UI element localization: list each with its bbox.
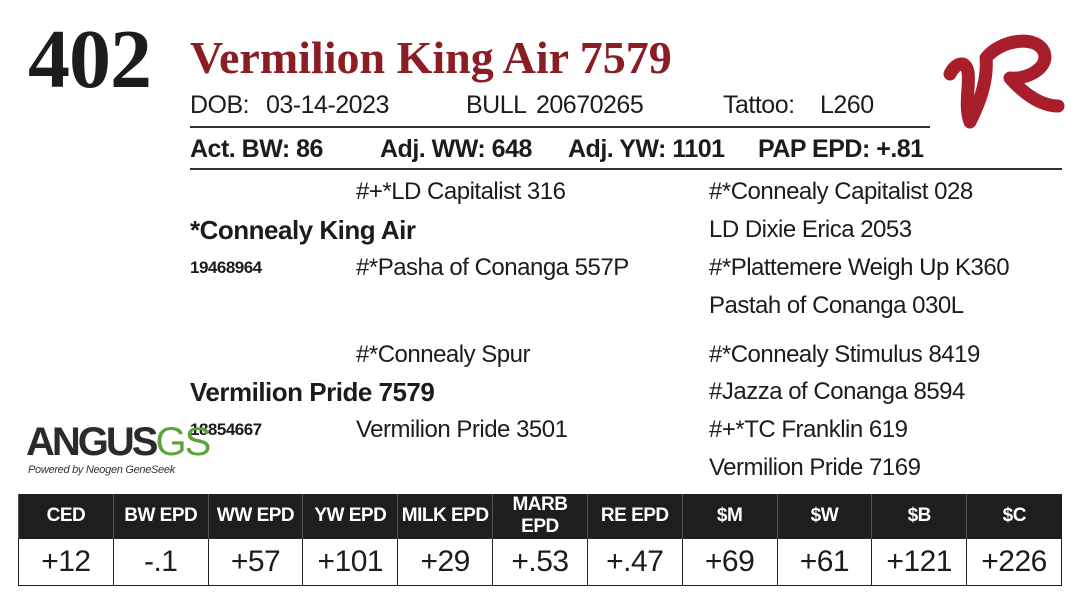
animal-name: Vermilion King Air 7579 (190, 32, 672, 83)
dam-dam: Vermilion Pride 3501 (356, 416, 568, 443)
sire-sire-dam: LD Dixie Erica 2053 (709, 216, 912, 243)
registration-number: 20670265 (536, 91, 644, 119)
tattoo-label: Tattoo: (723, 91, 795, 119)
epd-value-cell: +101 (303, 539, 398, 586)
sire-dam-sire: #*Plattemere Weigh Up K360 (709, 254, 1010, 281)
sire-sire: #+*LD Capitalist 316 (356, 178, 566, 205)
dob-label: DOB: (190, 91, 250, 119)
epd-header-cell: $B (872, 494, 967, 539)
dam-sire-sire: #*Connealy Stimulus 8419 (709, 341, 980, 368)
epd-table (18, 494, 1062, 586)
epd-header-cell: MILK EPD (398, 494, 493, 539)
epd-header-cell: CED (19, 494, 114, 539)
sire-registration: 19468964 (190, 258, 262, 277)
epd-header-cell: WW EPD (208, 494, 303, 539)
dam-dam-dam: Vermilion Pride 7169 (709, 454, 921, 481)
dam-registration: 18854667 (190, 420, 262, 439)
epd-header-cell: BW EPD (113, 494, 208, 539)
epd-value-cell: +12 (19, 539, 114, 586)
epd-value-cell: +.53 (493, 539, 588, 586)
tattoo-value: L260 (820, 91, 874, 119)
epd-header-cell: $C (967, 494, 1062, 539)
actual-birth-weight: Act. BW: 86 (190, 135, 323, 163)
epd-header-cell: YW EPD (303, 494, 398, 539)
epd-header-cell: $M (682, 494, 777, 539)
angus-logo-tagline: Powered by Neogen GeneSeek (28, 464, 175, 476)
epd-value-cell: +.47 (587, 539, 682, 586)
divider-line (190, 168, 1062, 170)
epd-value-row (19, 539, 1062, 586)
divider-line (190, 126, 930, 128)
angus-gs-logo (26, 420, 210, 482)
epd-header-row (19, 494, 1062, 539)
sex-value: BULL (466, 91, 527, 119)
angus-logo-word: ANGUS (26, 420, 156, 464)
epd-value-cell: +121 (872, 539, 967, 586)
lot-number: 402 (28, 13, 151, 106)
epd-header-cell: $W (777, 494, 872, 539)
adjusted-yearling-weight: Adj. YW: 1101 (568, 135, 725, 163)
angus-logo-suffix: GS (155, 420, 210, 464)
vr-brand-logo (940, 22, 1068, 140)
epd-value-cell: +57 (208, 539, 303, 586)
epd-header-cell: RE EPD (587, 494, 682, 539)
dam-name: Vermilion Pride 7579 (190, 377, 435, 407)
dam-sire: #*Connealy Spur (356, 341, 530, 368)
epd-value-cell: +226 (967, 539, 1062, 586)
sire-dam-dam: Pastah of Conanga 030L (709, 292, 964, 319)
sire-dam: #*Pasha of Conanga 557P (356, 254, 629, 281)
dam-dam-sire: #+*TC Franklin 619 (709, 416, 908, 443)
adjusted-weaning-weight: Adj. WW: 648 (380, 135, 532, 163)
epd-value-cell: +69 (682, 539, 777, 586)
pap-epd: PAP EPD: +.81 (758, 135, 924, 163)
dob-value: 03-14-2023 (266, 91, 389, 119)
sire-sire-sire: #*Connealy Capitalist 028 (709, 178, 973, 205)
epd-value-cell: -.1 (113, 539, 208, 586)
dam-sire-dam: #Jazza of Conanga 8594 (709, 378, 965, 405)
epd-value-cell: +61 (777, 539, 872, 586)
epd-header-cell: MARB EPD (493, 494, 588, 539)
sire-name: *Connealy King Air (190, 215, 416, 245)
epd-value-cell: +29 (398, 539, 493, 586)
